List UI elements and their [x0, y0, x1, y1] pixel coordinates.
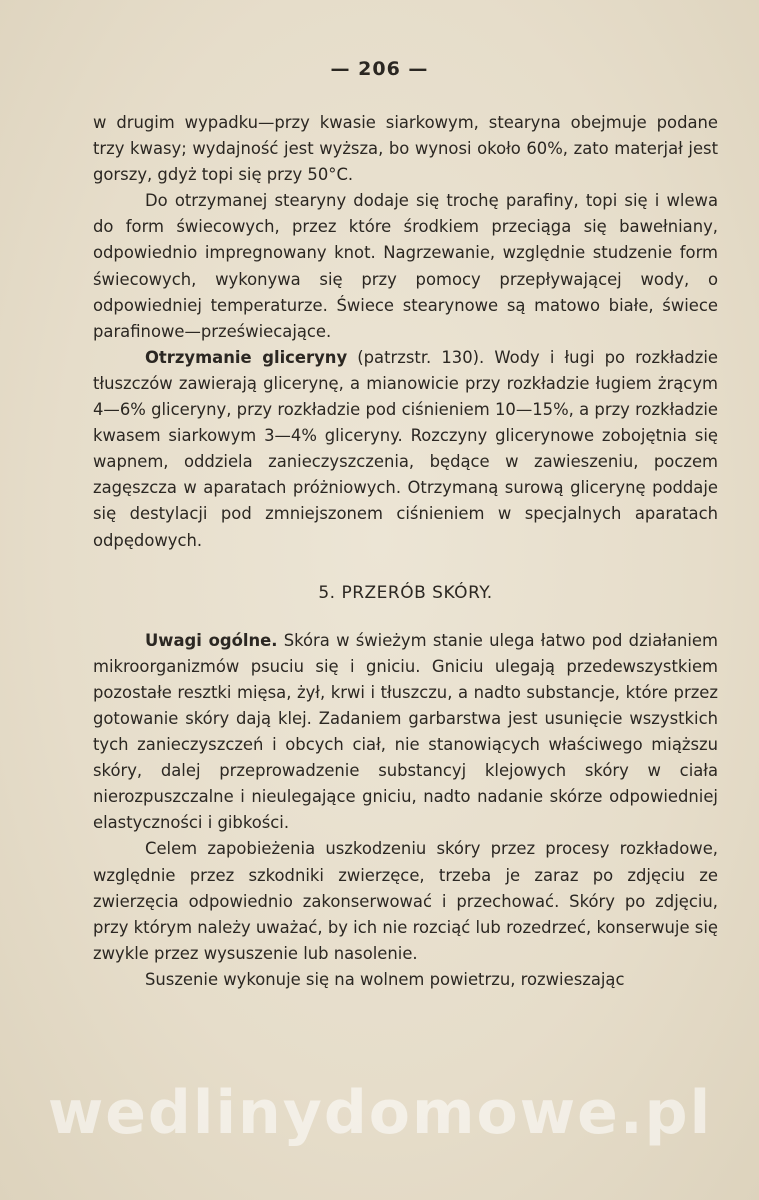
paragraph-2: Do otrzymanej stearyny dodaje się trochę parafiny, topi się i wlewa do form świecowych, przez które środkiem przeciąga się bawełniany, odpowiednio impregnowany knot. Nagrzewanie, względnie studzenie form świecowych, wykonywa się przy pomocy przepływającej wody, o odpowiedniej temperaturze. Świece stearynowe są matowo białe, świece parafinowe—przeświecające. [93, 191, 718, 341]
paragraph-1: w drugim wypadku—przy kwasie siarkowym, stearyna obejmuje podane trzy kwasy; wydajność jest wyższa, bo wynosi około 60%, zato materjał jest gorszy, gdyż topi się przy 50°C. [93, 113, 718, 185]
paragraph-3-body: (patrzstr. 130). Wody i ługi po rozkładzie tłuszczów zawierają glicerynę, a mianowicie przy rozkładzie ługiem żrącym 4—6% gliceryny, przy rozkładzie pod ciśnieniem 10—15%, a przy rozkładzie kwasem siarkowym 3—4% gliceryny. Rozczyny glicerynowe zobojętnia się wapnem, oddziela zanieczyszczenia, będące w zawieszeniu, poczem zagęszcza w aparatach próżniowych. Otrzymaną surową glicerynę poddaje się destylacji pod zmniejszonem ciśnieniem w specjalnych aparatach odpędowych. [93, 347, 718, 550]
paragraph-6: Suszenie wykonuje się na wolnem powietrzu, rozwieszając [145, 969, 625, 989]
body-text [93, 110, 718, 993]
paragraph-5: Celem zapobieżenia uszkodzeniu skóry przez procesy rozkładowe, względnie przez szkodniki zwierzęce, trzeba je zaraz po zdjęciu ze zwierzęcia odpowiednio zakonserwować i przechować. Skóry po zdjęciu, przy którym należy uważać, by ich nie rozciąć lub rozedrzeć, konserwuje się zwykle przez wysuszenie lub nasolenie. [93, 839, 718, 963]
paragraph-3 [93, 345, 718, 554]
paragraph-4-body: Skóra w świeżym stanie ulega łatwo pod działaniem mikroorganizmów psuciu się i gniciu. Gniciu ulegają przedewszystkiem pozostałe resztki mięsa, żył, krwi i tłuszczu, a nadto substancje, które przez gotowanie skóry dają klej. Zadaniem garbarstwa jest usunięcie wszystkich tych zanieczyszczeń i obcych ciał, nie stanowiących właściwego miąższu skóry, dalej przeprowadzenie substancyj klejowych skóry w ciała nierozpuszczalne i nieulegające gniciu, nadto nadanie skórze odpowiedniej elastyczności i gibkości. [93, 630, 718, 833]
paragraph-4 [93, 628, 718, 837]
watermark: wedlinydomowe.pl [47, 1078, 713, 1148]
page-number: — 206 — [330, 58, 429, 80]
run-in-heading-general-remarks: Uwagi ogólne. [145, 630, 278, 650]
run-in-heading-glycerin: Otrzymanie gliceryny [145, 347, 348, 367]
section-heading: 5. PRZERÓB SKÓRY. [318, 582, 493, 603]
